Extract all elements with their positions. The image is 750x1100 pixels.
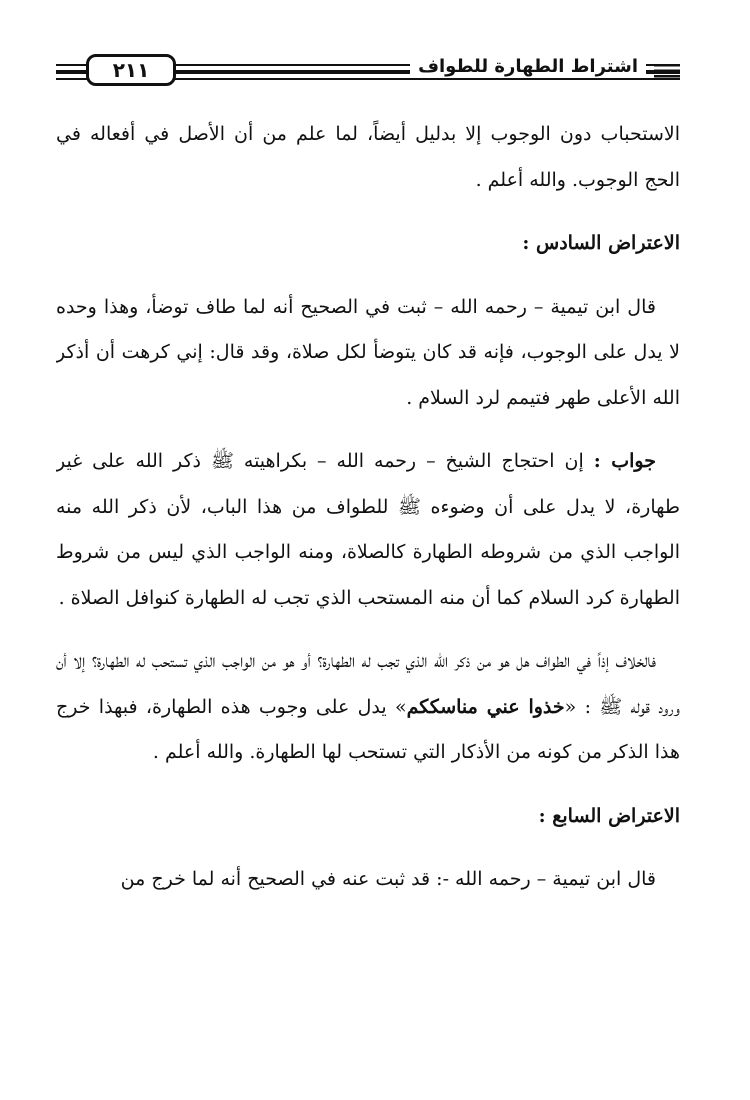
answer-text: إن احتجاج الشيخ – رحمه الله – بكراهيته ﷺ ذكر الله على غير طهارة، لا يدل على أن وضوءه ﷺ للطواف من هذا الباب، لأن ذكر الله منه الواجب الذي من شروطه الطهارة كالصلاة، ومنه الواجب الذي ليس من شروط الطهارة كرد السلام كما أن منه المستحب الذي تجب له الطهارة كنوافل الصلاة . — [56, 450, 680, 609]
answer-label: جواب : — [593, 450, 656, 472]
paragraph-1: الاستحباب دون الوجوب إلا بدليل أيضاً، لما علم من أن الأصل في أفعاله في الحج الوجوب. والله أعلم . — [56, 123, 680, 191]
paragraph-4 — [56, 639, 680, 776]
header-ornament-icon — [654, 64, 680, 78]
hadith-quote: خذوا عني مناسككم — [406, 695, 565, 718]
page-body — [56, 112, 680, 1082]
page-number-text: ٢١١ — [112, 58, 150, 82]
paragraph-4-part-b: » يدل على وجوب هذه الطهارة، فبهذا خرج هذا الذكر من كونه من الأذكار التي تستحب لها الطهارة. والله أعلم . — [56, 695, 680, 763]
heading-sixth-objection: الاعتراض السادس : — [522, 232, 680, 254]
heading-seventh-objection: الاعتراض السابع : — [538, 804, 680, 827]
paragraph-4-part-a: فالخلاف إذاً في الطواف هل هو من ذكر الله الذي تجب له الطهارة؟ أو هو من الواجب الذي تستحب له الطهارة؟ إلا أن ورود قوله ﷺ : « — [56, 650, 680, 718]
paragraph-2: قال ابن تيمية – رحمه الله – ثبت في الصحيح أنه لما طاف توضأ، وهذا وحده لا يدل على الوجوب، فإنه قد كان يتوضأ لكل صلاة، وقد قال: إني كرهت أن أذكر الله الأعلى طهر فتيمم لرد السلام . — [56, 295, 680, 409]
running-title: اشتراط الطهارة للطواف — [410, 56, 646, 77]
page-header — [56, 50, 680, 90]
page-number — [86, 54, 176, 86]
paragraph-5: قال ابن تيمية – رحمه الله -: قد ثبت عنه في الصحيح أنه لما خرج من — [120, 868, 656, 890]
paragraph-3 — [56, 439, 680, 621]
